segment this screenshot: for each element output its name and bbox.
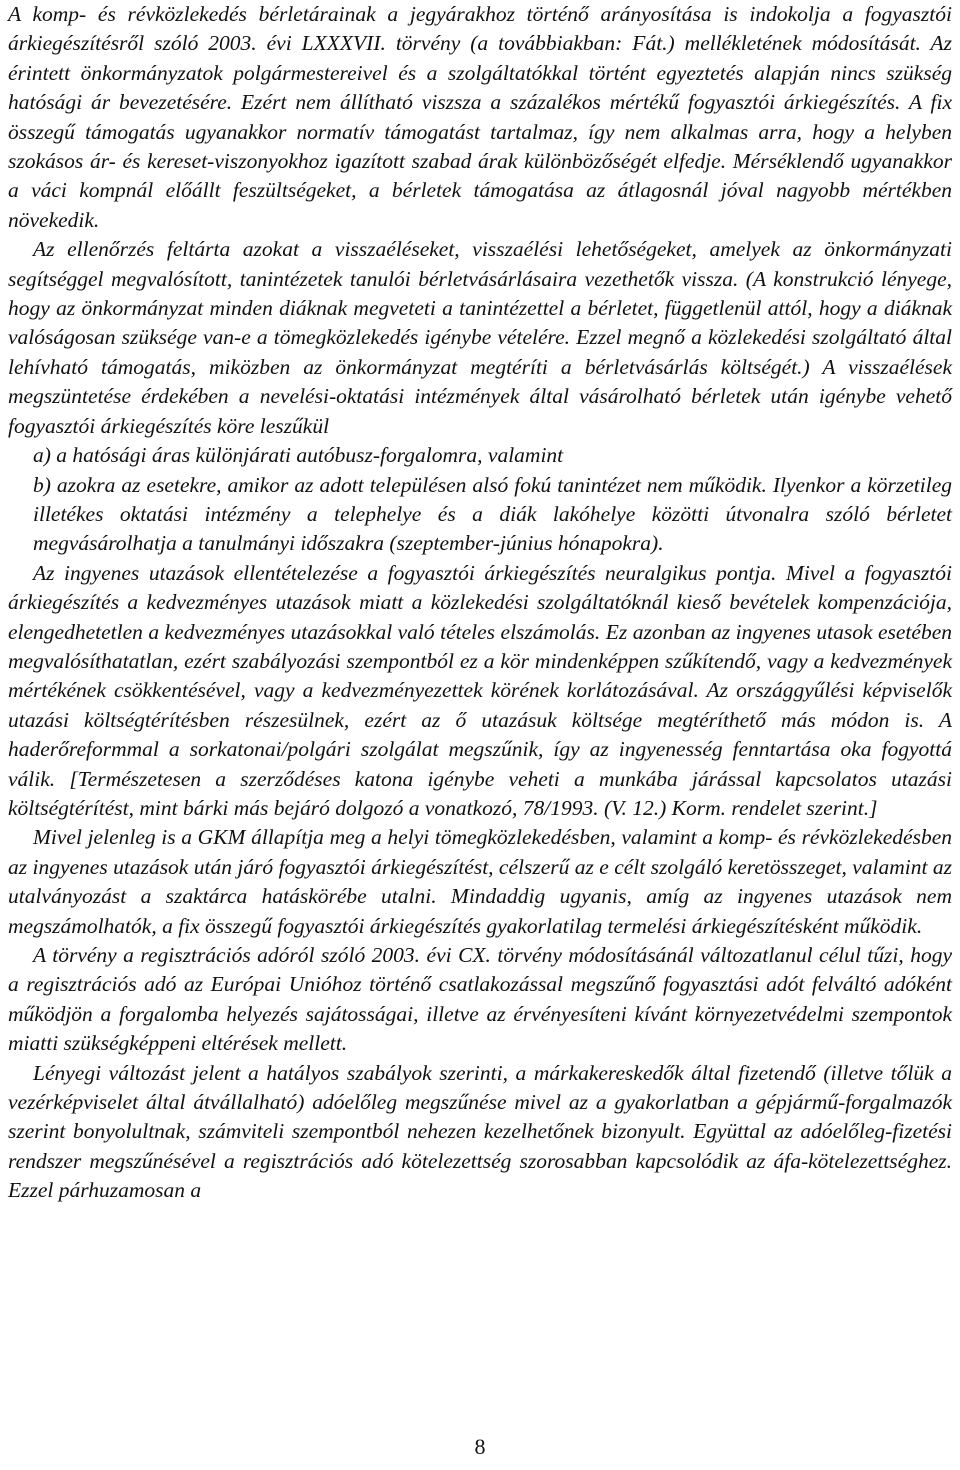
paragraph-audit-findings: Az ellenőrzés feltárta azokat a visszaéléseket, visszaélési lehetőségeket, amelyek az önkormányzati segítséggel megvalósított, tanintézetek tanulói bérletvásárlásaira vezethetők vissza. (A konstrukció lényege, hogy az önkormányzat minden diáknak megveteti a tanintézettel a bérletet, függetlenül attól, hogy a diáknak valóságosan szüksége van-e a tömegközlekedés igénybe vételére. Ezzel megnő a közlekedési szolgáltató által lehívható támogatás, miközben az önkormányzat megtéríti a bérletvásárlás költségét.) A visszaélések megszüntetése érdekében a nevelési-oktatási intézmények által vásárolható bérletek után igénybe vehető fogyasztói árkiegészítés köre leszűkül — [8, 237, 952, 438]
paragraph-free-travel: Az ingyenes utazások ellentételezése a fogyasztói árkiegészítés neuralgikus pontja. Mivel a fogyasztói árkiegészítés a kedvezményes utazások miatt a közlekedési szolgáltatóknál kieső bevételek kompenzációja, elengedhetetlen a kedvezményes utazásokkal való tételes elszámolás. Ez azonban az ingyenes utasok esetében megvalósíthatatlan, ezért szabályozási szempontból ez a kör mindenképpen szűkítendő, vagy a kedvezmények mértékének csökkentésével, vagy a kedvezményezettek körének korlátozásával. Az országgyűlési képviselők utazási költségtérítésben részesülnek, ezért az ő utazásuk költsége megtéríthető más módon is. A haderőreformmal a sorkatonai/polgári szolgálat megszűnik, így az ingyenesség fenntartása oka fogyottá válik. [Természetesen a szerződéses katona igénybe veheti a munkába járással kapcsolatos utazási költségtérítést, mint bárki más bejáró dolgozó a vonatkozó, 78/1993. (V. 12.) Korm. rendelet szerint.] — [8, 560, 952, 820]
list-item-b: b) azokra az esetekre, amikor az adott településen alsó fokú tanintézet nem működik. Ilyenkor a körzetileg illetékes oktatási intézmény a telephelye és a diák lakóhelye közötti útvonalra szóló bérletet megvásárolhatja a tanulmányi időszakra (szeptember-június hónapokra). — [33, 472, 952, 556]
paragraph-fare-adjustment: A komp- és révközlekedés bérletárainak a jegyárakhoz történő arányosítása is indokolja a fogyasztói árkiegészítésről szóló 2003. évi LXXXVII. törvény (a továbbiakban: Fát.) mellékletének módosítását. Az érintett önkormányzatok polgármestereivel és a szolgáltatókkal történt egyeztetés alapján nincs szükség hatósági ár bevezetésére. Ezért nem állítható viszsza a százalékos mértékű fogyasztói árkiegészítés. A fix összegű támogatás ugyanakkor normatív támogatást tartalmaz, így nem alkalmas arra, hogy a helyben szokásos ár- és kereset-viszonyokhoz igazított szabad árak különbözőségét elfedje. Mérséklendő ugyanakkor a váci kompnál előállt feszültségeket, a bérletek támogatása az átlagosnál jóval nagyobb mértékben növekedik. — [8, 2, 952, 232]
paragraph-gkm-authority: Mivel jelenleg is a GKM állapítja meg a helyi tömegközlekedésben, valamint a komp- és révközlekedésben az ingyenes utazások után járó fogyasztói árkiegészítést, célszerű az e célt szolgáló keretösszeget, valamint az utalványozást a szaktárca hatáskörébe utalni. Mindaddig ugyanis, amíg az ingyenes utazások nem megszámolhatók, a fix összegű fogyasztói árkiegészítés gyakorlatilag termelési árkiegészítésként működik. — [8, 825, 952, 938]
page-number: 8 — [474, 1434, 486, 1459]
document-page — [8, 0, 952, 1206]
paragraph-registration-tax: A törvény a regisztrációs adóról szóló 2003. évi CX. törvény módosításánál változatlanul célul tűzi, hogy a regisztrációs adó az Európai Unióhoz történő csatlakozással megszűnő fogyasztási adót felváltó adóként működjön a forgalomba helyezés sajátosságai, illetve az érvényesíteni kívánt környezetvédelmi szempontok miatti szükségképpeni eltérések mellett. — [8, 943, 952, 1056]
paragraph-advance-payment: Lényegi változást jelent a hatályos szabályok szerinti, a márkakereskedők által fizetendő (illetve tőlük a vezérképviselet által átvállalható) adóelőleg megszűnése mivel az a gyakorlatban a gépjármű-forgalmazók szerint bonyolultnak, számviteli szempontból nehezen kezelhetőnek bizonyult. Együttal az adóelőleg-fizetési rendszer megszűnésével a regisztrációs adó kötelezettség szorosabban kapcsolódik az áfa-kötelezettséghez. Ezzel párhuzamosan a — [8, 1060, 952, 1203]
list-item-a: a) a hatósági áras különjárati autóbusz-forgalomra, valamint — [33, 443, 564, 468]
